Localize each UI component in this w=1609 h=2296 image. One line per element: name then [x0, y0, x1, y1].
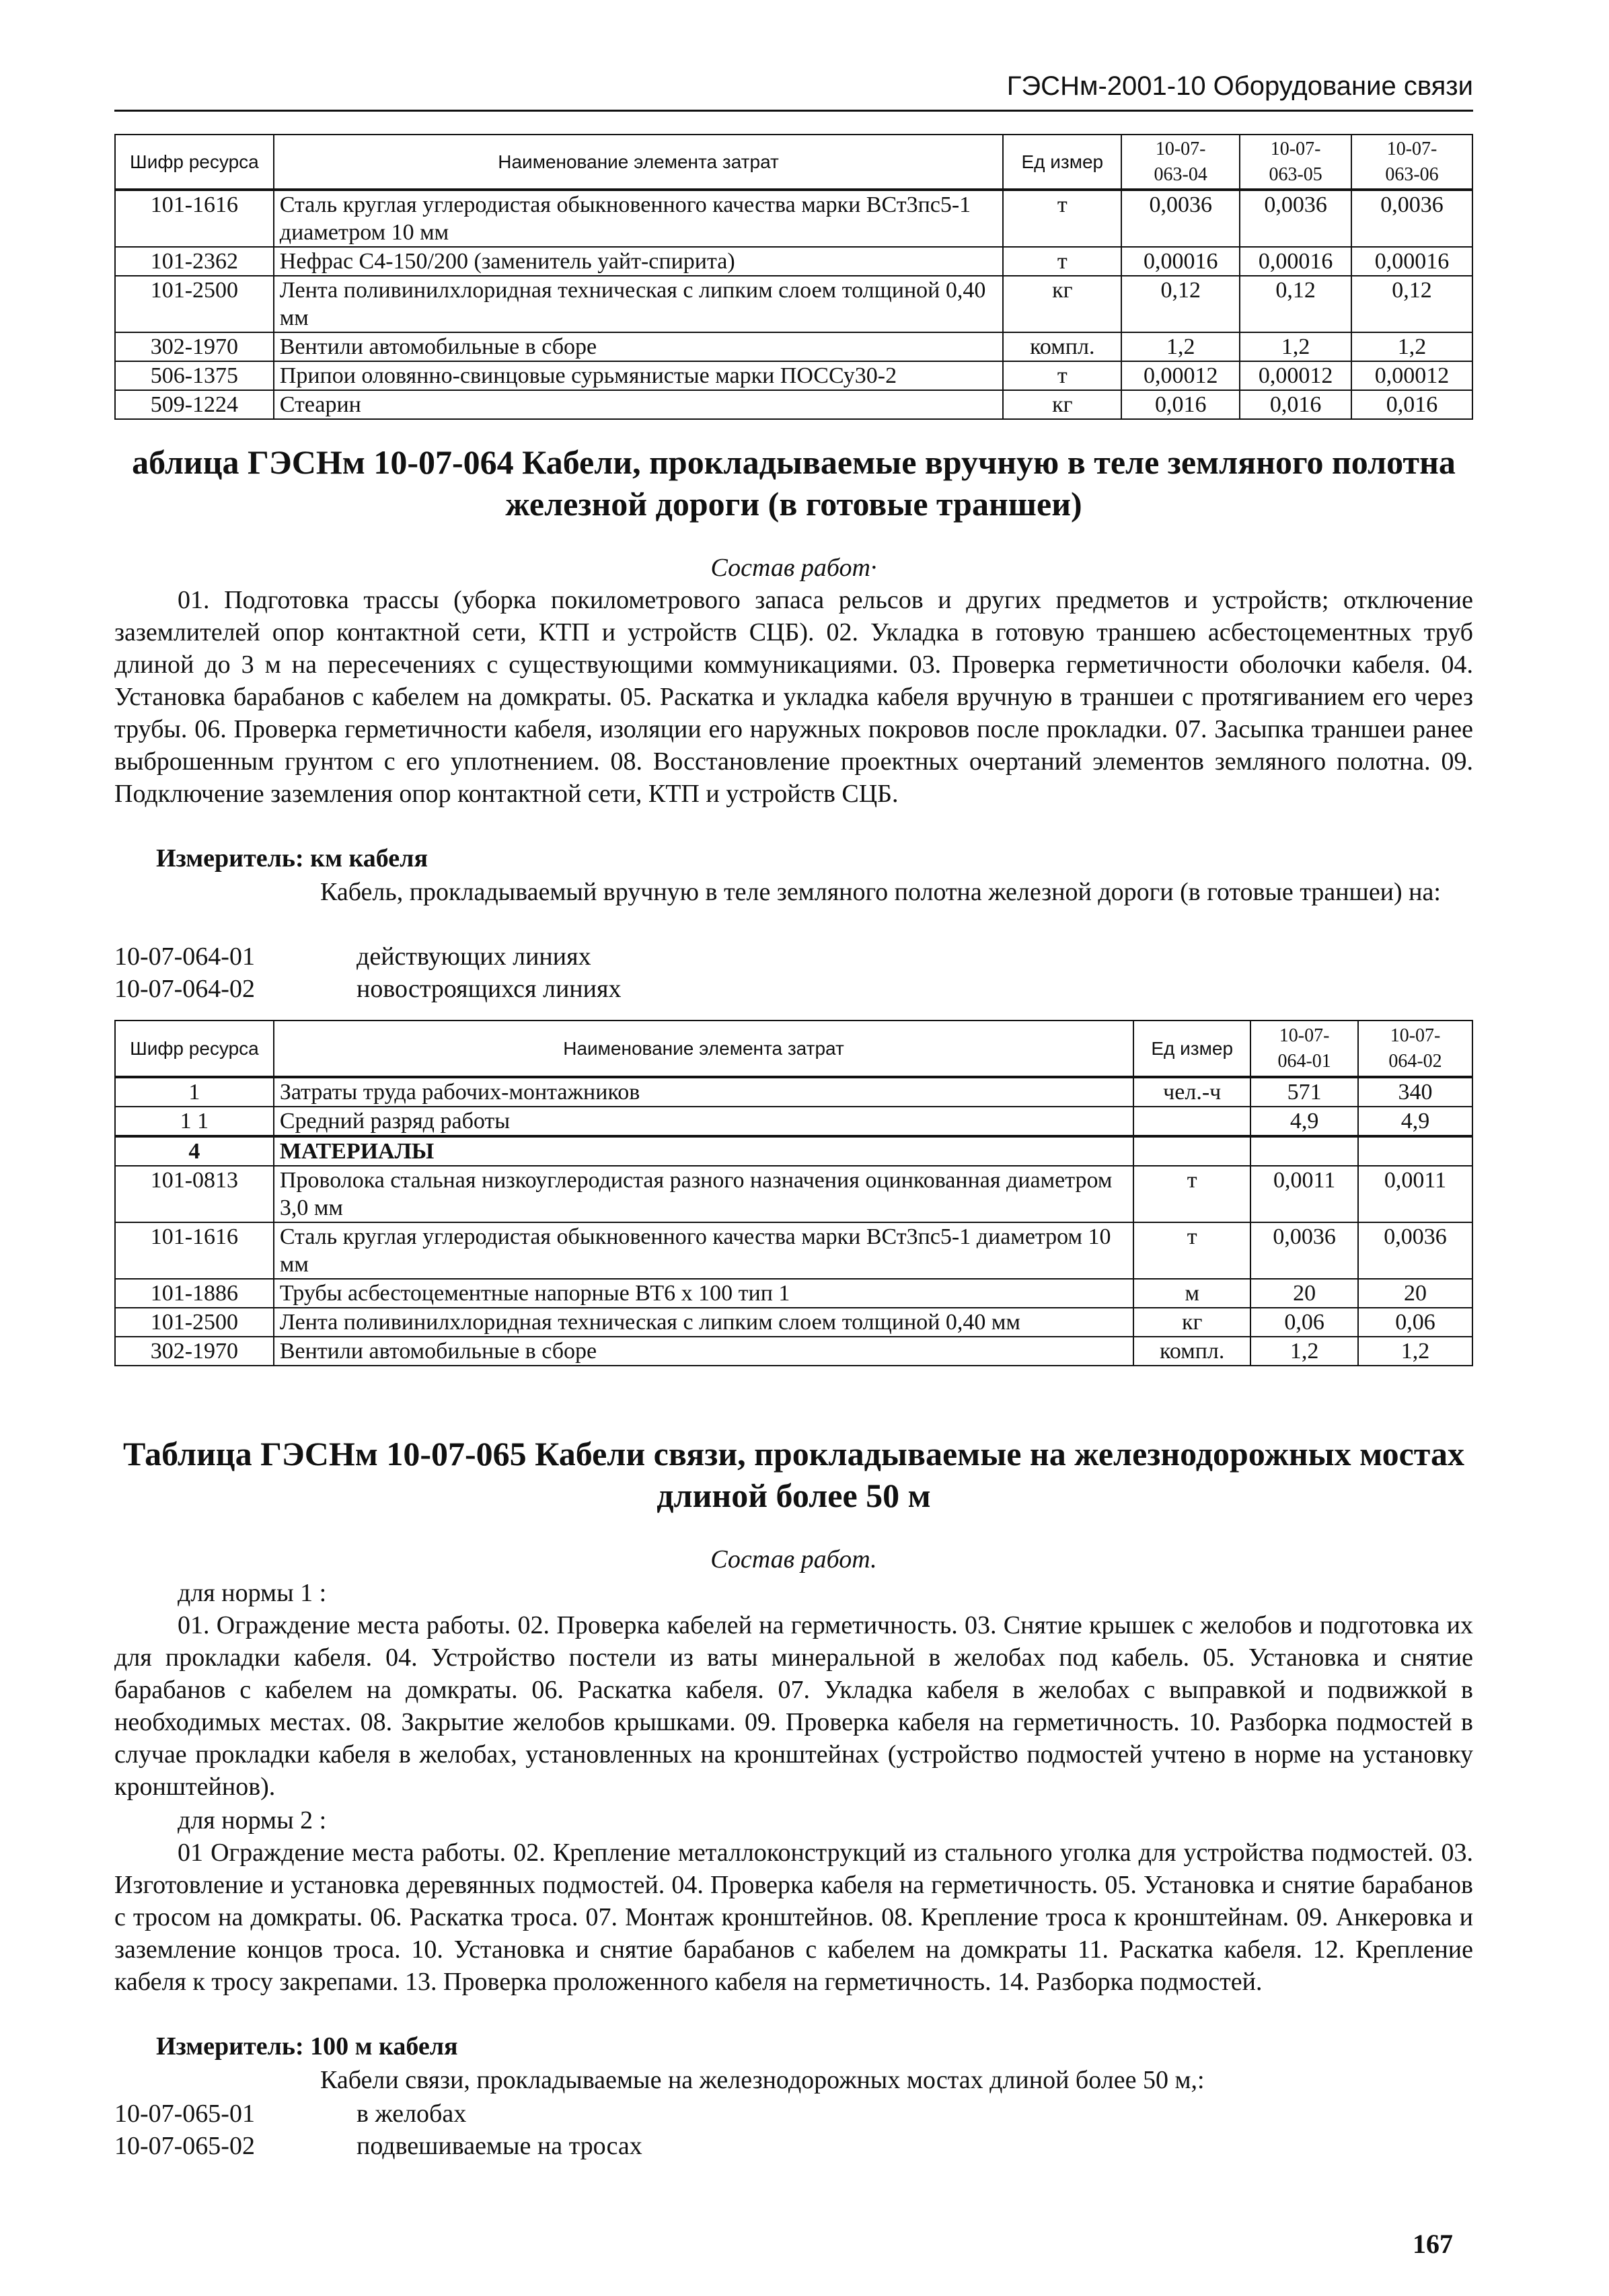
resource-name: Вентили автомобильные в сборе: [274, 1337, 1133, 1366]
value: [1250, 1136, 1358, 1166]
norm-code: 10-07-064-01: [114, 942, 255, 971]
table-row: [115, 276, 1472, 332]
value: 20: [1250, 1279, 1358, 1308]
value: 0,0036: [1121, 190, 1240, 247]
unit: т: [1133, 1222, 1250, 1279]
header-cell: Наименование элемента затрат: [274, 1021, 1133, 1077]
table-row: [115, 1337, 1472, 1366]
norm-code-line: [114, 940, 1123, 973]
value: 0,06: [1250, 1308, 1358, 1337]
value: 571: [1250, 1077, 1358, 1107]
value: 340: [1358, 1077, 1472, 1107]
resource-name: Лента поливинилхлоридная техническая с липким слоем толщиной 0,40 мм: [274, 1308, 1133, 1337]
resource-name: Лента поливинилхлоридная техническая с липким слоем толщиной 0,40 мм: [274, 276, 1004, 332]
value: 0,06: [1358, 1308, 1472, 1337]
norm2-text: 01 Ограждение места работы. 02. Крепление металлоконструкций из стального уголка для устройства подмостей. 03. Изготовление и установка деревянных подмостей. 04. Проверка кабеля на герметичность. 05. Установка и снятие барабанов с тросом на домкраты. 06. Раскатка троса. 07. Монтаж кронштейнов. 08. Крепление троса к кронштейнам. 09. Анкеровка и заземление концов троса. 10. Установка и снятие барабанов с кабелем на домкраты 11. Раскатка кабеля. 12. Крепление кабеля к тросу закрепами. 13. Проверка проложенного кабеля на герметичность. 14. Разборка подмостей.: [114, 1839, 1473, 1996]
unit: компл.: [1003, 332, 1121, 361]
resource-code: 101-0813: [115, 1166, 274, 1222]
value: 0,00012: [1351, 361, 1472, 390]
unit: м: [1133, 1279, 1250, 1308]
page-number: 167: [1413, 2229, 1453, 2259]
value: 0,016: [1351, 390, 1472, 419]
resource-code: 101-2500: [115, 276, 274, 332]
norm1-label: для нормы 1 :: [178, 1579, 327, 1607]
value: 0,0036: [1250, 1222, 1358, 1279]
resource-name: Затраты труда рабочих-монтажников: [274, 1077, 1133, 1107]
unit: кг: [1003, 276, 1121, 332]
resource-table-064: [114, 1020, 1473, 1366]
resource-code: 1: [115, 1077, 274, 1107]
table-row: [115, 1279, 1472, 1308]
description-065: Кабели связи, прокладываемые на железнодорожных мостах длиной более 50 м,:: [320, 2066, 1205, 2094]
resource-name: Средний разряд работы: [274, 1107, 1133, 1136]
unit: т: [1003, 247, 1121, 276]
resource-code: 101-2500: [115, 1308, 274, 1337]
header-cell: Ед измер: [1133, 1021, 1250, 1077]
table-row: [115, 361, 1472, 390]
value: 1,2: [1121, 332, 1240, 361]
value: 1,2: [1358, 1337, 1472, 1366]
table-row: [115, 1222, 1472, 1279]
unit: [1133, 1136, 1250, 1166]
norm-code-line: [114, 2098, 1123, 2130]
resource-name: Припои оловянно-свинцовые сурьмянистые марки ПОССу30-2: [274, 361, 1004, 390]
resource-name: Сталь круглая углеродистая обыкновенного качества марки ВСт3пс5-1 диаметром 10 мм: [274, 1222, 1133, 1279]
value: 0,00016: [1351, 247, 1472, 276]
running-header: ГЭСНм-2001-10 Оборудование связи: [1006, 71, 1473, 101]
value: 0,0036: [1240, 190, 1351, 247]
resource-name: Вентили автомобильные в сборе: [274, 332, 1004, 361]
table-row: [115, 190, 1472, 247]
resource-code: 509-1224: [115, 390, 274, 419]
resource-name: Трубы асбестоцементные напорные ВТ6 х 100 тип 1: [274, 1279, 1133, 1308]
header-cell: Ед измер: [1003, 135, 1121, 190]
value: 0,0011: [1250, 1166, 1358, 1222]
measure-064: Измеритель: км кабеля: [156, 844, 428, 873]
table-row: [115, 332, 1472, 361]
header-cell: 10-07- 064-01: [1250, 1021, 1358, 1077]
unit: [1133, 1107, 1250, 1136]
works-text-064: 01. Подготовка трассы (уборка покилометрового запаса рельсов и других предметов и устройств; отключение заземлителей опор контактной сети, КТП и устройств СЦБ). 02. Укладка в готовую траншею асбестоцементных труб длиной до 3 м на пересечениях с существующими коммуникациями. 03. Проверка герметичности оболочки кабеля. 04. Установка барабанов с кабелем на домкраты. 05. Раскатка и укладка кабеля вручную в траншеи с протягиванием его через трубы. 06. Проверка герметичности кабеля, изоляции его наружных покровов после прокладки. 07. Засыпка траншеи ранее выброшенным грунтом с его уплотнением. 08. Восстановление проектных очертаний элементов земляного полотна. 09. Подключение заземления опор контактной сети, КТП и устройств СЦБ.: [114, 586, 1473, 808]
header-cell: Шифр ресурса: [115, 1021, 274, 1077]
table-row: [115, 390, 1472, 419]
value: 0,0036: [1351, 190, 1472, 247]
description-064: Кабель, прокладываемый вручную в теле земляного полотна железной дороги (в готовые траншеи) на:: [320, 878, 1441, 906]
header-cell: 10-07- 063-06: [1351, 135, 1472, 190]
resource-name: Нефрас С4-150/200 (заменитель уайт-спирита): [274, 247, 1004, 276]
value: 0,016: [1121, 390, 1240, 419]
resource-name: Сталь круглая углеродистая обыкновенного качества марки ВСт3пс5-1 диаметром 10 мм: [274, 190, 1004, 247]
resource-name: Проволока стальная низкоуглеродистая разного назначения оцинкованная диаметром 3,0 мм: [274, 1166, 1133, 1222]
resource-table-063: [114, 134, 1473, 420]
norm-code-line: [114, 2130, 1123, 2162]
works-heading-065: Состав работ.: [710, 1545, 877, 1573]
value: 1,2: [1250, 1337, 1358, 1366]
value: 20: [1358, 1279, 1472, 1308]
value: 4,9: [1358, 1107, 1472, 1136]
value: 0,0011: [1358, 1166, 1472, 1222]
value: 0,12: [1351, 276, 1472, 332]
table-row: [115, 1136, 1472, 1166]
unit: чел.-ч: [1133, 1077, 1250, 1107]
resource-code: 101-1616: [115, 1222, 274, 1279]
header-cell: Наименование элемента затрат: [274, 135, 1004, 190]
value: 0,00016: [1121, 247, 1240, 276]
resource-code: 302-1970: [115, 1337, 274, 1366]
value: [1358, 1136, 1472, 1166]
norm-text: подвешиваемые на тросах: [357, 2132, 642, 2160]
value: 0,016: [1240, 390, 1351, 419]
section-heading: МАТЕРИАЛЫ: [274, 1136, 1133, 1166]
norm-code: 10-07-064-02: [114, 975, 255, 1003]
norm-text: в желобах: [357, 2100, 467, 2128]
resource-name: Стеарин: [274, 390, 1004, 419]
unit: т: [1133, 1166, 1250, 1222]
value: 4,9: [1250, 1107, 1358, 1136]
norm-text: действующих линиях: [357, 942, 591, 971]
resource-code: 101-1616: [115, 190, 274, 247]
resource-code: 302-1970: [115, 332, 274, 361]
table-row: [115, 247, 1472, 276]
works-heading-064: Состав работ·: [710, 554, 877, 582]
value: 0,12: [1240, 276, 1351, 332]
unit: кг: [1003, 390, 1121, 419]
resource-code: 4: [115, 1136, 274, 1166]
norm-code: 10-07-065-01: [114, 2100, 255, 2128]
resource-code: 1 1: [115, 1107, 274, 1136]
value: 0,00012: [1240, 361, 1351, 390]
unit: компл.: [1133, 1337, 1250, 1366]
table-065-title: Таблица ГЭСНм 10-07-065 Кабели связи, прокладываемые на железнодорожных мостах длиной более 50 м: [123, 1435, 1464, 1514]
value: 0,12: [1121, 276, 1240, 332]
value: 0,00012: [1121, 361, 1240, 390]
norm2-label: для нормы 2 :: [178, 1806, 327, 1835]
measure-065: Измеритель: 100 м кабеля: [156, 2032, 458, 2061]
header-cell: Шифр ресурса: [115, 135, 274, 190]
unit: кг: [1133, 1308, 1250, 1337]
header-cell: 10-07- 064-02: [1358, 1021, 1472, 1077]
resource-code: 506-1375: [115, 361, 274, 390]
table-row: [115, 1107, 1472, 1136]
unit: т: [1003, 190, 1121, 247]
table-row: [115, 1077, 1472, 1107]
value: 1,2: [1240, 332, 1351, 361]
table-row: [115, 1308, 1472, 1337]
norm-text: новостроящихся линиях: [357, 975, 622, 1003]
resource-code: 101-1886: [115, 1279, 274, 1308]
value: 0,00016: [1240, 247, 1351, 276]
header-rule: [114, 110, 1473, 112]
resource-code: 101-2362: [115, 247, 274, 276]
norm1-text: 01. Ограждение места работы. 02. Проверка кабелей на герметичность. 03. Снятие крышек с желобов и подготовка их для прокладки кабеля. 04. Устройство постели из ваты минеральной в желобах под кабель. 05. Установка и снятие барабанов с кабелем на домкраты. 06. Раскатка кабеля. 07. Укладка кабеля в желобах с выправкой и подвижкой в необходимых местах. 08. Закрытие желобов крышками. 09. Проверка кабеля на герметичность. 10. Разборка подмостей в случае прокладки кабеля в желобах, установленных на кронштейнах (устройство подмостей учтено в норме на установку кронштейнов).: [114, 1611, 1473, 1801]
norm-code-line: [114, 973, 1123, 1005]
table-064-title: аблица ГЭСНм 10-07-064 Кабели, прокладываемые вручную в теле земляного полотна железной дороги (в готовые траншеи): [132, 443, 1456, 523]
value: 1,2: [1351, 332, 1472, 361]
table-row: [115, 1166, 1472, 1222]
norm-code: 10-07-065-02: [114, 2132, 255, 2160]
unit: т: [1003, 361, 1121, 390]
header-cell: 10-07- 063-05: [1240, 135, 1351, 190]
value: 0,0036: [1358, 1222, 1472, 1279]
header-cell: 10-07- 063-04: [1121, 135, 1240, 190]
